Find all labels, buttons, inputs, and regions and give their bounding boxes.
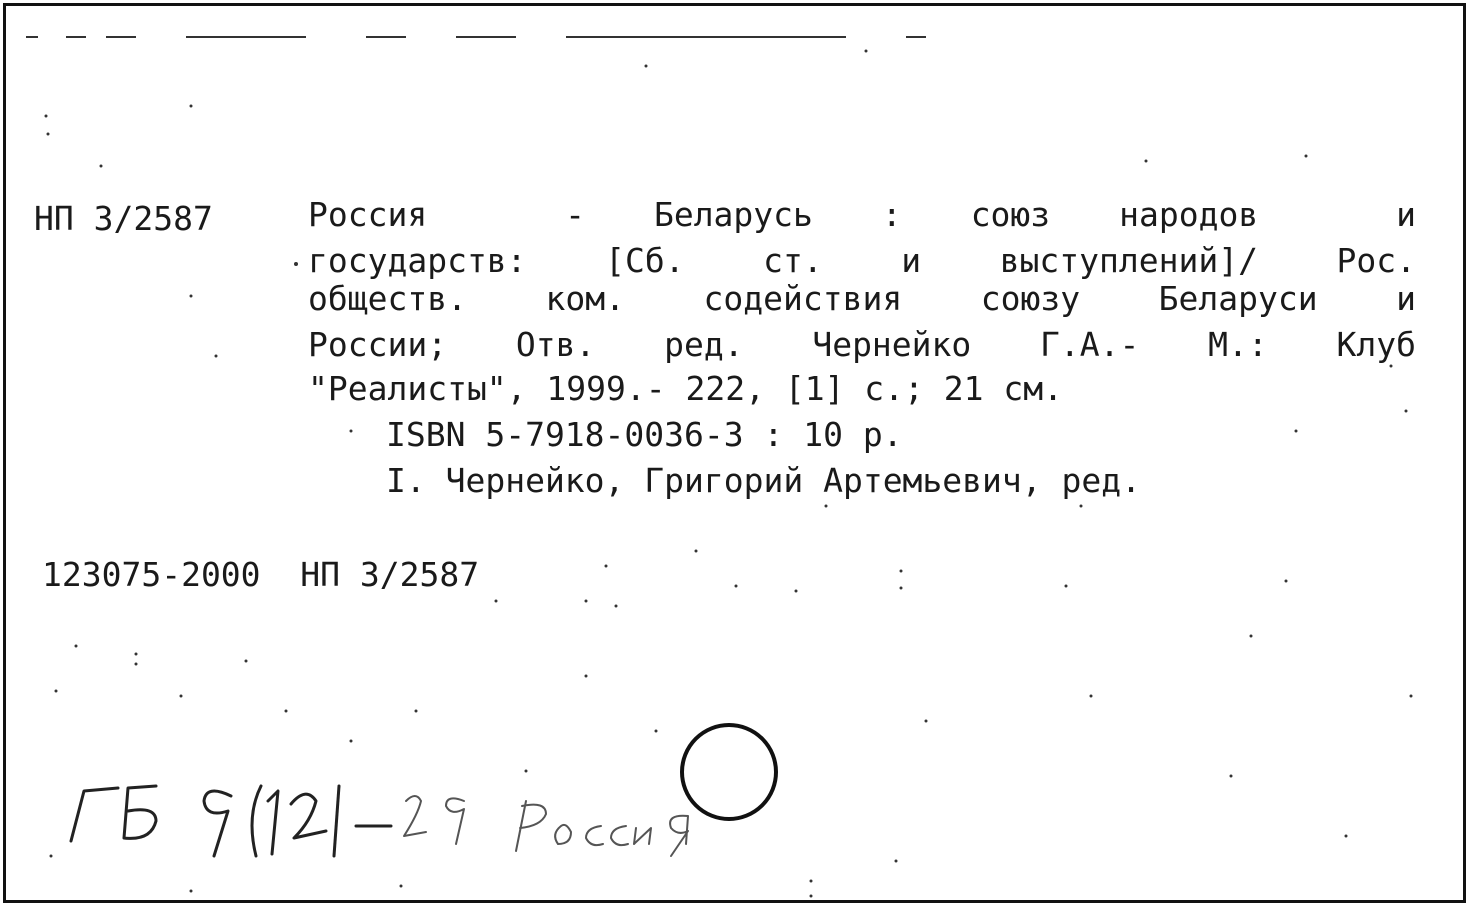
description-line-4: России; Отв. ред. Чернейко Г.А.- М.: Клуб [308,325,1416,364]
inventory-line: 123075-2000 НП 3/2587 [42,555,480,594]
description-line-1: Россия - Беларусь : союз народов и [308,195,1416,234]
description-line-5: "Реалисты", 1999.- 222, [1] с.; 21 см. [308,369,1063,408]
description-line-2: государств: [Сб. ст. и выступлений]/ Рос. [308,241,1416,280]
call-number: НП 3/2587 [34,199,213,238]
isbn-line: ISBN 5-7918-0036-3 : 10 р. [386,415,903,454]
added-entry-line: I. Чернейко, Григорий Артемьевич, ред. [386,461,1141,500]
description-line-3: обществ. ком. содействия союзу Беларуси и [308,279,1416,318]
handwritten-note [6,6,1469,906]
stamp-circle [682,725,776,819]
catalog-card [3,3,1466,903]
